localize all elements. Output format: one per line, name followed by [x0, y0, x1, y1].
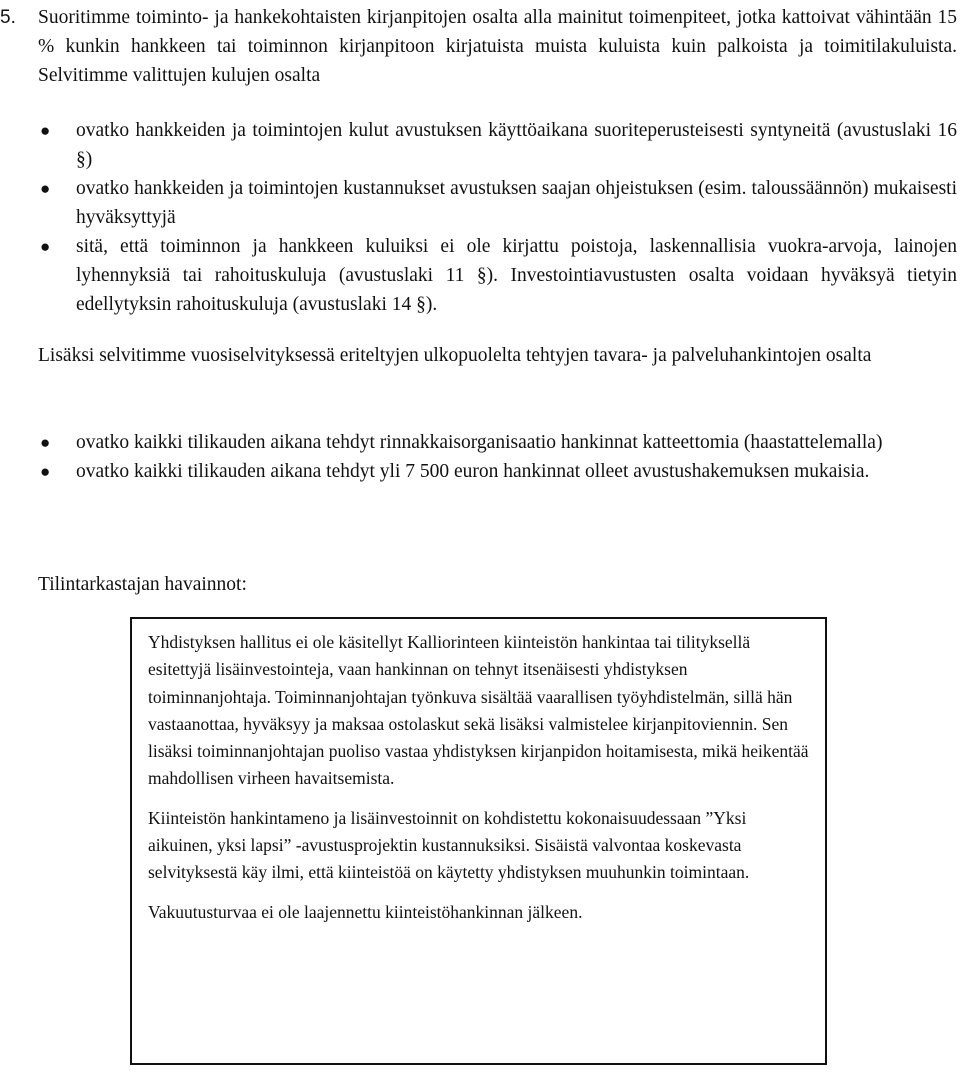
list-item: ● ovatko hankkeiden ja toimintojen kustannukset avustuksen saajan ohjeistuksen (esim. taloussäännön) mukaisesti hyväksyttyjä	[0, 174, 957, 232]
observation-paragraph: Vakuutusturvaa ei ole laajennettu kiinteistöhankinnan jälkeen.	[148, 901, 583, 922]
observation-paragraph: Kiinteistön hankintameno ja lisäinvestoinnit on kohdistettu kokonaisuudessaan ”Yksi aikuinen, yksi lapsi” -avustusprojektin kustannuksiksi. Sisäistä valvontaa koskevasta selvityksestä käy ilmi, että kiinteistöä on käytetty yhdistyksen muuhunkin toimintaan.	[148, 807, 750, 883]
item-number: 5.	[0, 7, 16, 28]
bullet-icon: ●	[40, 237, 51, 256]
numbered-paragraph	[0, 0, 957, 90]
procurement-paragraph: Lisäksi selvitimme vuosiselvityksessä eriteltyjen ulkopuolelta tehtyjen tavara- ja palveluhankintojen osalta	[38, 345, 872, 366]
observations-box	[130, 617, 827, 1065]
intro-paragraph: Suoritimme toiminto- ja hankekohtaisten kirjanpitojen osalta alla mainitut toimenpiteet, jotka kattoivat vähintään 15 % kunkin hankkeen tai toiminnon kirjanpitoon kirjatuista muista kuluista kuin palkoista ja toimitilakuluista. Selvitimme valittujen kulujen osalta	[38, 7, 957, 86]
bullet-icon: ●	[40, 121, 51, 140]
bullet-icon: ●	[40, 179, 51, 198]
bullet-icon: ●	[40, 433, 51, 452]
list-item: ● ovatko kaikki tilikauden aikana tehdyt yli 7 500 euron hankinnat olleet avustushakemuksen mukaisia.	[0, 457, 957, 486]
audit-checklist-b	[0, 428, 957, 486]
bullet-icon: ●	[40, 462, 51, 481]
list-item: ● ovatko hankkeiden ja toimintojen kulut avustuksen käyttöaikana suoriteperusteisesti syntyneitä (avustuslaki 16 §)	[0, 116, 957, 174]
audit-checklist-a	[0, 116, 957, 319]
observations-heading: Tilintarkastajan havainnot:	[38, 574, 247, 595]
list-item: ● sitä, että toiminnon ja hankkeen kuluiksi ei ole kirjattu poistoja, laskennallisia vuokra-arvoja, lainojen lyhennyksiä tai rahoituskuluja (avustuslaki 11 §). Investointiavustusten osalta voidaan hyväksyä tietyin edellytyksin rahoituskuluja (avustuslaki 14 §).	[0, 232, 957, 319]
list-item: ● ovatko kaikki tilikauden aikana tehdyt rinnakkaisorganisaatio hankinnat katteettomia (haastattelemalla)	[0, 428, 957, 457]
observation-paragraph: Yhdistyksen hallitus ei ole käsitellyt Kalliorinteen kiinteistön hankintaa tai tilityksellä esitettyjä lisäinvestointeja, vaan hankinnan on tehnyt itsenäisesti yhdistyksen toiminnanjohtaja. Toiminnanjohtajan työnkuva sisältää vaarallisen työyhdistelmän, sillä hän vastaanottaa, hyväksyy ja maksaa ostolaskut sekä lisäksi valmistelee kirjanpitoviennin. Sen lisäksi toiminnanjohtajan puoliso vastaa yhdistyksen kirjanpidon hoitamisesta, mikä heikentää mahdollisen virheen havaitsemista.	[148, 632, 809, 789]
